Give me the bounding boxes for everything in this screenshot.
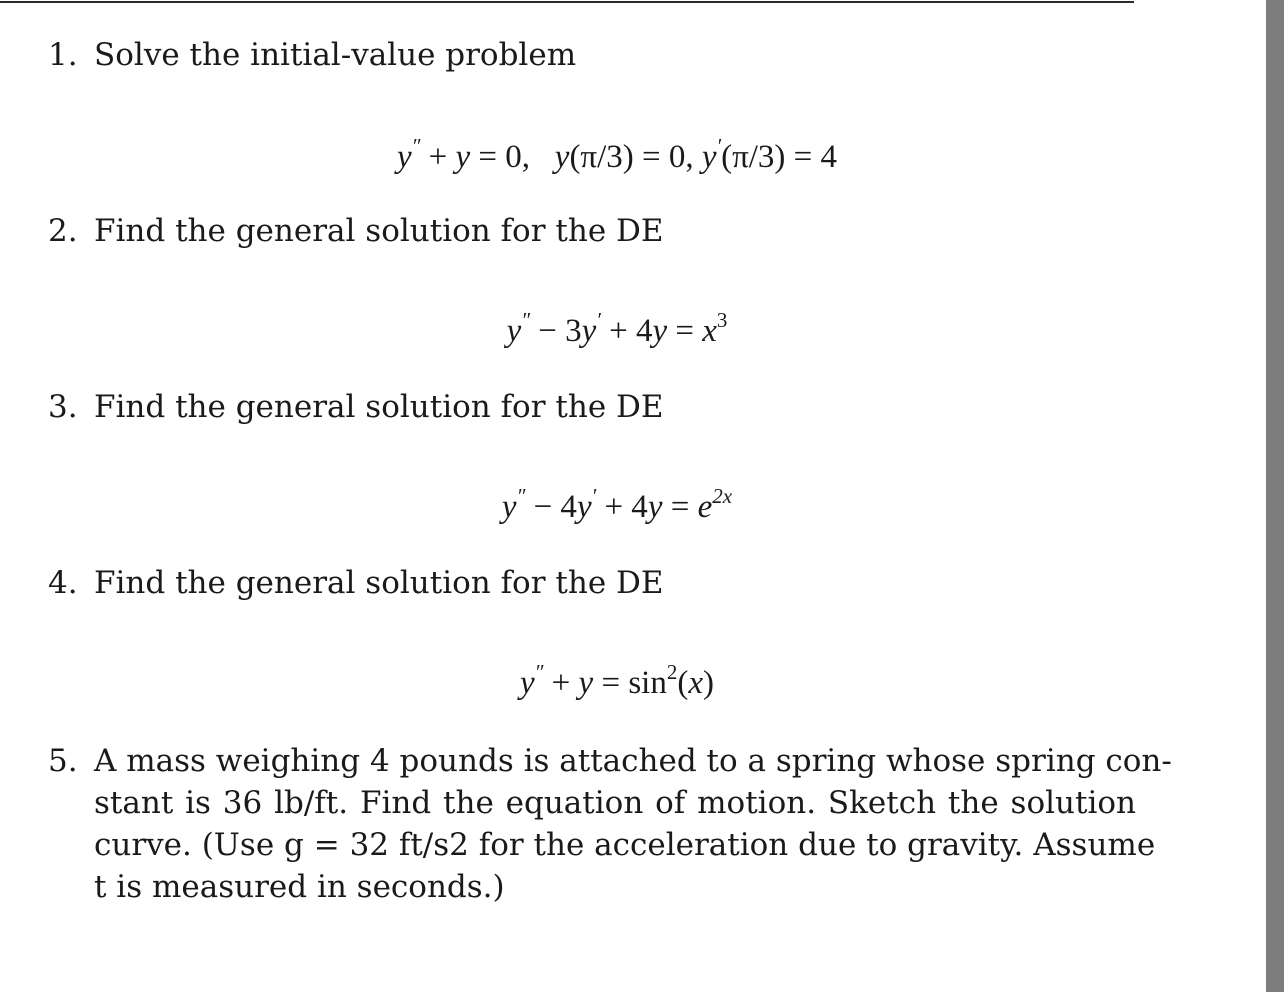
- eq1-cond1-rest: (π/3) = 0,: [569, 139, 702, 175]
- problem-4-heading: [48, 562, 664, 604]
- eq2-minus-3: − 3: [529, 313, 582, 349]
- problem-1-number: 1.: [48, 37, 78, 73]
- problem-3-prompt: Find the general solution for the DE: [94, 389, 664, 425]
- problem-4-number: 4.: [48, 565, 78, 601]
- problem-5-text: [94, 740, 1172, 908]
- eq4-close-paren: ): [702, 665, 714, 701]
- eq4-exponent: 2: [666, 660, 678, 684]
- eq2-x: x: [702, 313, 717, 349]
- eq3-equals: =: [662, 489, 698, 525]
- eq3-minus-4: − 4: [525, 489, 577, 525]
- problem-3-heading: [48, 386, 664, 428]
- window-edge: [1266, 0, 1284, 992]
- eq1-cond2-y: y: [701, 139, 717, 175]
- eq3-y: y: [501, 489, 517, 525]
- top-rule: [0, 1, 1134, 3]
- eq2-prime: ′: [596, 308, 601, 332]
- eq1-cond1-y: y: [554, 139, 570, 175]
- eq3-double-prime: ″: [516, 484, 526, 508]
- eq2-y3: y: [652, 313, 668, 349]
- eq4-plus: +: [543, 665, 579, 701]
- problem-1-equation: [0, 136, 1234, 178]
- problem-5-line: stant is 36 lb/ft. Find the equation of motion. Sketch the solution: [94, 785, 1136, 821]
- eq4-double-prime: ″: [534, 660, 544, 684]
- eq1-equals-zero: = 0,: [470, 139, 531, 175]
- problem-5-number: 5.: [48, 743, 78, 779]
- problem-4-prompt: Find the general solution for the DE: [94, 565, 664, 601]
- problem-2-number: 2.: [48, 213, 78, 249]
- eq2-y: y: [506, 313, 522, 349]
- problem-4-equation: [0, 662, 1234, 704]
- eq4-open-paren: (: [677, 665, 689, 701]
- eq1-cond2-prime: ′: [716, 134, 722, 158]
- eq4-y2: y: [578, 665, 594, 701]
- eq1-plus: +: [420, 139, 456, 175]
- eq4-y: y: [520, 665, 535, 701]
- eq2-y2: y: [581, 313, 597, 349]
- eq1-y2: y: [455, 139, 471, 175]
- problem-1-prompt: Solve the initial-value problem: [94, 37, 577, 73]
- eq3-prime: ′: [591, 484, 597, 508]
- eq1-y: y: [396, 139, 412, 175]
- problem-2-heading: [48, 210, 664, 252]
- eq1-double-prime: ″: [411, 134, 421, 158]
- eq3-y3: y: [647, 489, 663, 525]
- eq3-plus-4: + 4: [596, 489, 648, 525]
- eq1-cond2-rest: (π/3) = 4: [721, 139, 838, 175]
- eq3-e: e: [697, 489, 713, 525]
- problem-1-heading: [48, 34, 576, 76]
- eq2-double-prime: ″: [521, 308, 530, 332]
- eq3-y2: y: [576, 489, 592, 525]
- problem-2-prompt: Find the general solution for the DE: [94, 213, 664, 249]
- eq2-equals: =: [667, 313, 703, 349]
- problem-5-line: A mass weighing 4 pounds is attached to a spring whose spring con-: [94, 743, 1172, 779]
- problem-3-equation: [0, 486, 1234, 528]
- problem-2-equation: [0, 310, 1234, 352]
- eq4-x: x: [688, 665, 703, 701]
- problem-3-number: 3.: [48, 389, 78, 425]
- eq2-plus-4: + 4: [600, 313, 653, 349]
- problem-5-line: curve. (Use g = 32 ft/s2 for the acceleration due to gravity. Assume: [94, 827, 1156, 863]
- problem-5-line: t is measured in seconds.): [94, 869, 505, 905]
- eq1-gap: [530, 139, 555, 175]
- eq3-exponent: 2x: [712, 484, 733, 508]
- eq4-equals-sin: = sin: [593, 665, 667, 701]
- eq2-exponent: 3: [716, 308, 728, 332]
